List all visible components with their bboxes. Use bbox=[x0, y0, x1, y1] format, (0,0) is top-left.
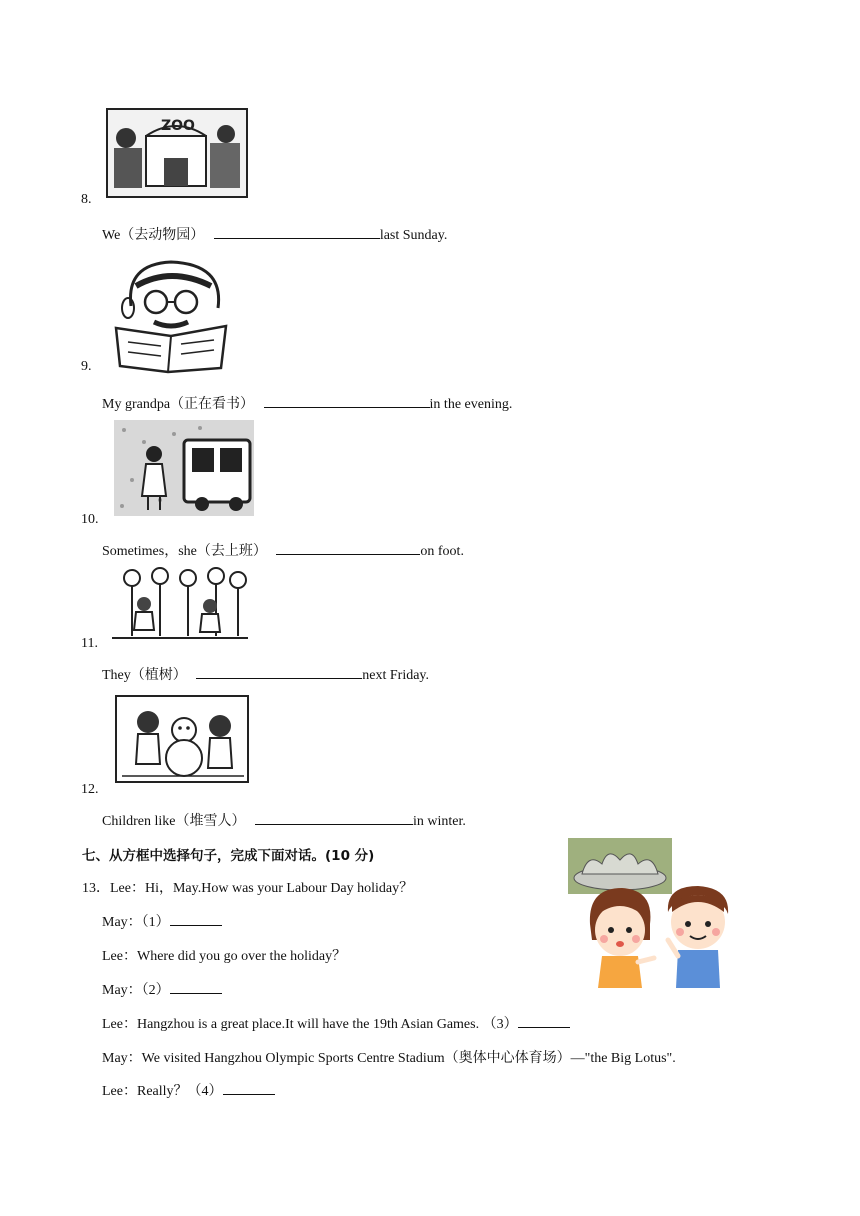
two-children-picture bbox=[584, 884, 736, 992]
question-12-sentence bbox=[102, 810, 466, 830]
question-9-number: 9. bbox=[81, 359, 92, 374]
question-8-sentence bbox=[102, 224, 447, 244]
dialogue-number: 13． bbox=[82, 881, 110, 896]
question-9-answer-blank[interactable] bbox=[264, 393, 430, 408]
question-11-suffix: next Friday. bbox=[362, 668, 430, 683]
question-10-prefix: Sometimes，she（去上班） bbox=[102, 544, 267, 559]
question-9-suffix: in the evening. bbox=[429, 397, 513, 412]
question-12-number: 12. bbox=[81, 782, 99, 797]
dialogue-line-3 bbox=[102, 945, 346, 965]
dialogue-blank-2[interactable] bbox=[170, 979, 222, 994]
dialogue-line-1 bbox=[82, 877, 413, 897]
girl-and-bus-picture bbox=[114, 420, 254, 516]
dialogue-blank-4[interactable] bbox=[223, 1080, 275, 1095]
question-10-answer-blank[interactable] bbox=[276, 540, 420, 555]
question-10-number: 10. bbox=[81, 512, 99, 527]
dialogue-blank-1[interactable] bbox=[170, 911, 222, 926]
grandpa-reading-picture bbox=[106, 256, 236, 374]
dialogue-line-2-text: May：（1） bbox=[102, 915, 170, 930]
dialogue-blank-3[interactable] bbox=[518, 1013, 570, 1028]
question-8-suffix: last Sunday. bbox=[379, 228, 448, 243]
dialogue-line-4-text: May：（2） bbox=[102, 983, 170, 998]
question-11-answer-blank[interactable] bbox=[196, 664, 362, 679]
question-12-suffix: in winter. bbox=[413, 814, 466, 829]
question-11-number: 11. bbox=[81, 636, 98, 651]
dialogue-line-5-text: Lee：Hangzhou is a great place.It will have the 19th Asian Games. （3） bbox=[102, 1017, 518, 1032]
dialogue-line-7-text: Lee：Really？（4） bbox=[102, 1084, 223, 1099]
question-8-prefix: We（去动物园） bbox=[102, 228, 205, 243]
kids-building-snowman-picture bbox=[114, 694, 252, 786]
dialogue-line-1-text: Lee：Hi，May.How was your Labour Day holiday？ bbox=[110, 881, 414, 896]
zoo-gate-picture bbox=[106, 108, 248, 198]
dialogue-line-3-text: Lee：Where did you go over the holiday？ bbox=[102, 949, 347, 964]
question-9-sentence bbox=[102, 393, 512, 413]
question-9-prefix: My grandpa（正在看书） bbox=[102, 397, 255, 412]
question-10-suffix: on foot. bbox=[420, 544, 464, 559]
dialogue-line-2 bbox=[102, 911, 222, 931]
question-11-prefix: They（植树） bbox=[102, 668, 187, 683]
kids-planting-trees-picture bbox=[112, 566, 248, 644]
svg-text:ZOO: ZOO bbox=[161, 118, 195, 134]
dialogue-line-7 bbox=[102, 1080, 275, 1100]
question-10-sentence bbox=[102, 540, 464, 560]
question-8-number: 8. bbox=[81, 192, 92, 207]
question-8-answer-blank[interactable] bbox=[214, 224, 380, 239]
question-12-answer-blank[interactable] bbox=[255, 810, 413, 825]
dialogue-line-5 bbox=[102, 1013, 570, 1033]
dialogue-line-6-text: May：We visited Hangzhou Olympic Sports Centre Stadium（奥体中心体育场）—"the Big Lotus". bbox=[102, 1051, 676, 1066]
dialogue-line-6 bbox=[102, 1047, 676, 1067]
dialogue-line-4 bbox=[102, 979, 222, 999]
section-heading: 七、从方框中选择句子，完成下面对话。(10 分) bbox=[82, 848, 375, 864]
question-12-prefix: Children like（堆雪人） bbox=[102, 814, 246, 829]
question-11-sentence bbox=[102, 664, 429, 684]
